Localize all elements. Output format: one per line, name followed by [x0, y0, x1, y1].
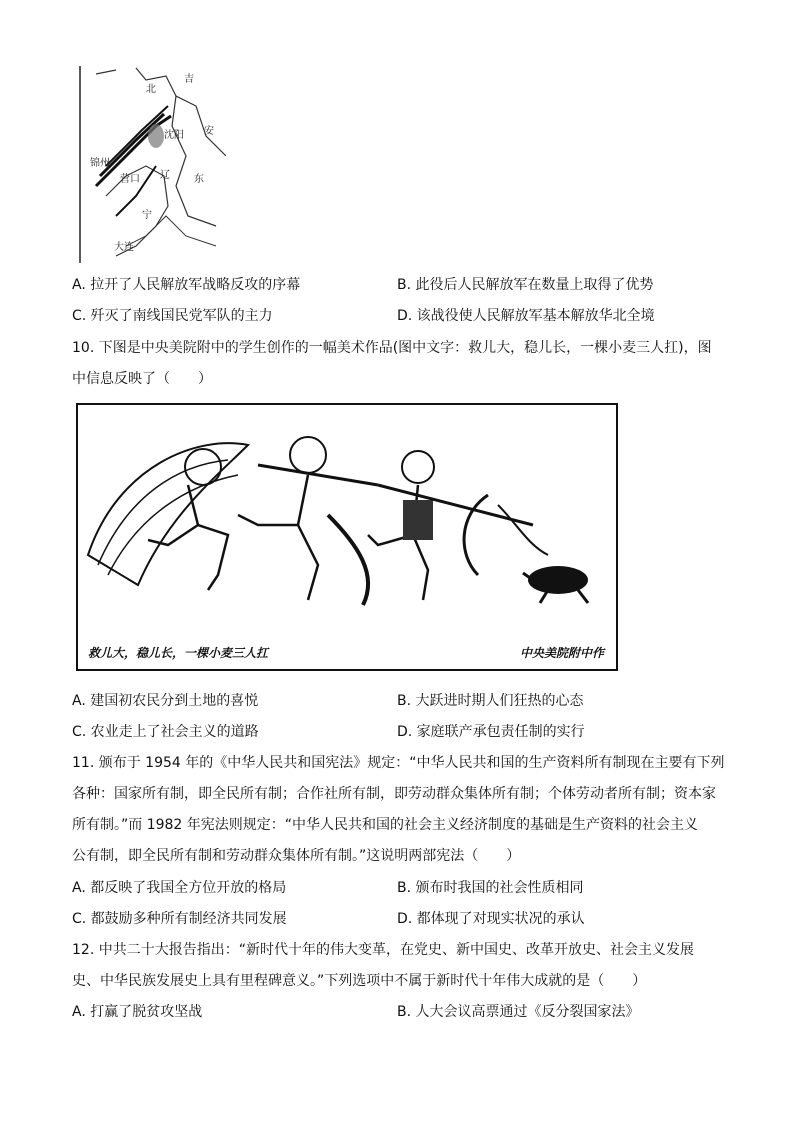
map-label-dalian: 大连: [114, 242, 134, 253]
map-label-liao: 辽: [160, 170, 170, 181]
q12-stem-line1: 12. 中共二十大报告指出：“新时代十年的伟大变革，在党史、新中国史、改革开放史、社会主义发展: [72, 942, 694, 958]
q12-stem-line2: 史、中华民族发展史上具有里程碑意义。”下列选项中不属于新时代十年伟大成就的是（ ）: [72, 973, 647, 989]
q10-option-d: D. 家庭联产承包责任制的实行: [397, 724, 585, 740]
q12-option-b: B. 人大会议高票通过《反分裂国家法》: [397, 1004, 640, 1020]
q11-stem-line1: 11. 颁布于 1954 年的《中华人民共和国宪法》规定：“中华人民共和国的生产资料所有制现在主要有下列: [72, 755, 725, 771]
wheat-artwork: [76, 403, 618, 671]
q10-option-c: C. 农业走上了社会主义的道路: [72, 724, 259, 740]
map-label-shenyang: 沈阳: [164, 130, 184, 141]
q10-option-b: B. 大跃进时期人们狂热的心态: [397, 693, 584, 709]
map-label-yingkou: 营口: [120, 174, 140, 185]
map-label-dong: 东: [194, 174, 204, 185]
artwork-drawing: [78, 405, 616, 669]
q11-option-c: C. 都鼓励多种所有制经济共同发展: [72, 911, 287, 927]
q9-option-d: D. 该战役使人民解放军基本解放华北全境: [397, 308, 655, 324]
artwork-caption-right: 中央美院附中作: [519, 646, 604, 660]
q10-stem-line1: 10. 下图是中央美院附中的学生创作的一幅美术作品(图中文字：救儿大，稳儿长，一棵小麦三人扛)，图: [72, 340, 712, 356]
artwork-caption-left: 救儿大，稳儿长，一棵小麦三人扛: [88, 646, 269, 660]
q10-stem-line2: 中信息反映了（ ）: [72, 371, 212, 387]
q11-option-b: B. 颁布时我国的社会性质相同: [397, 880, 584, 896]
q10-option-a: A. 建国初农民分到土地的喜悦: [72, 693, 259, 709]
map-label-ning: 宁: [142, 210, 152, 221]
q11-option-d: D. 都体现了对现实状况的承认: [397, 911, 585, 927]
q12-option-a: A. 打赢了脱贫攻坚战: [72, 1004, 203, 1020]
q11-option-a: A. 都反映了我国全方位开放的格局: [72, 880, 287, 896]
liaoshen-battle-map: [76, 66, 226, 263]
q11-stem-line2: 各种：国家所有制，即全民所有制；合作社所有制，即劳动群众集体所有制；个体劳动者所有制；资本家: [72, 786, 716, 802]
map-label-ji: 吉: [184, 74, 194, 85]
q9-option-c: C. 歼灭了南线国民党军队的主力: [72, 308, 273, 324]
map-label-north: 北: [146, 84, 156, 95]
q9-option-b: B. 此役后人民解放军在数量上取得了优势: [397, 277, 654, 293]
q11-stem-line4: 公有制，即全民所有制和劳动群众集体所有制。”这说明两部宪法（ ）: [72, 848, 521, 864]
q11-stem-line3: 所有制。”而 1982 年宪法则规定：“中华人民共和国的社会主义经济制度的基础是生产资料的社会主义: [72, 817, 699, 833]
map-label-an: 安: [204, 126, 214, 137]
q9-option-a: A. 拉开了人民解放军战略反攻的序幕: [72, 277, 301, 293]
map-label-jinzhou: 锦州: [90, 158, 110, 169]
